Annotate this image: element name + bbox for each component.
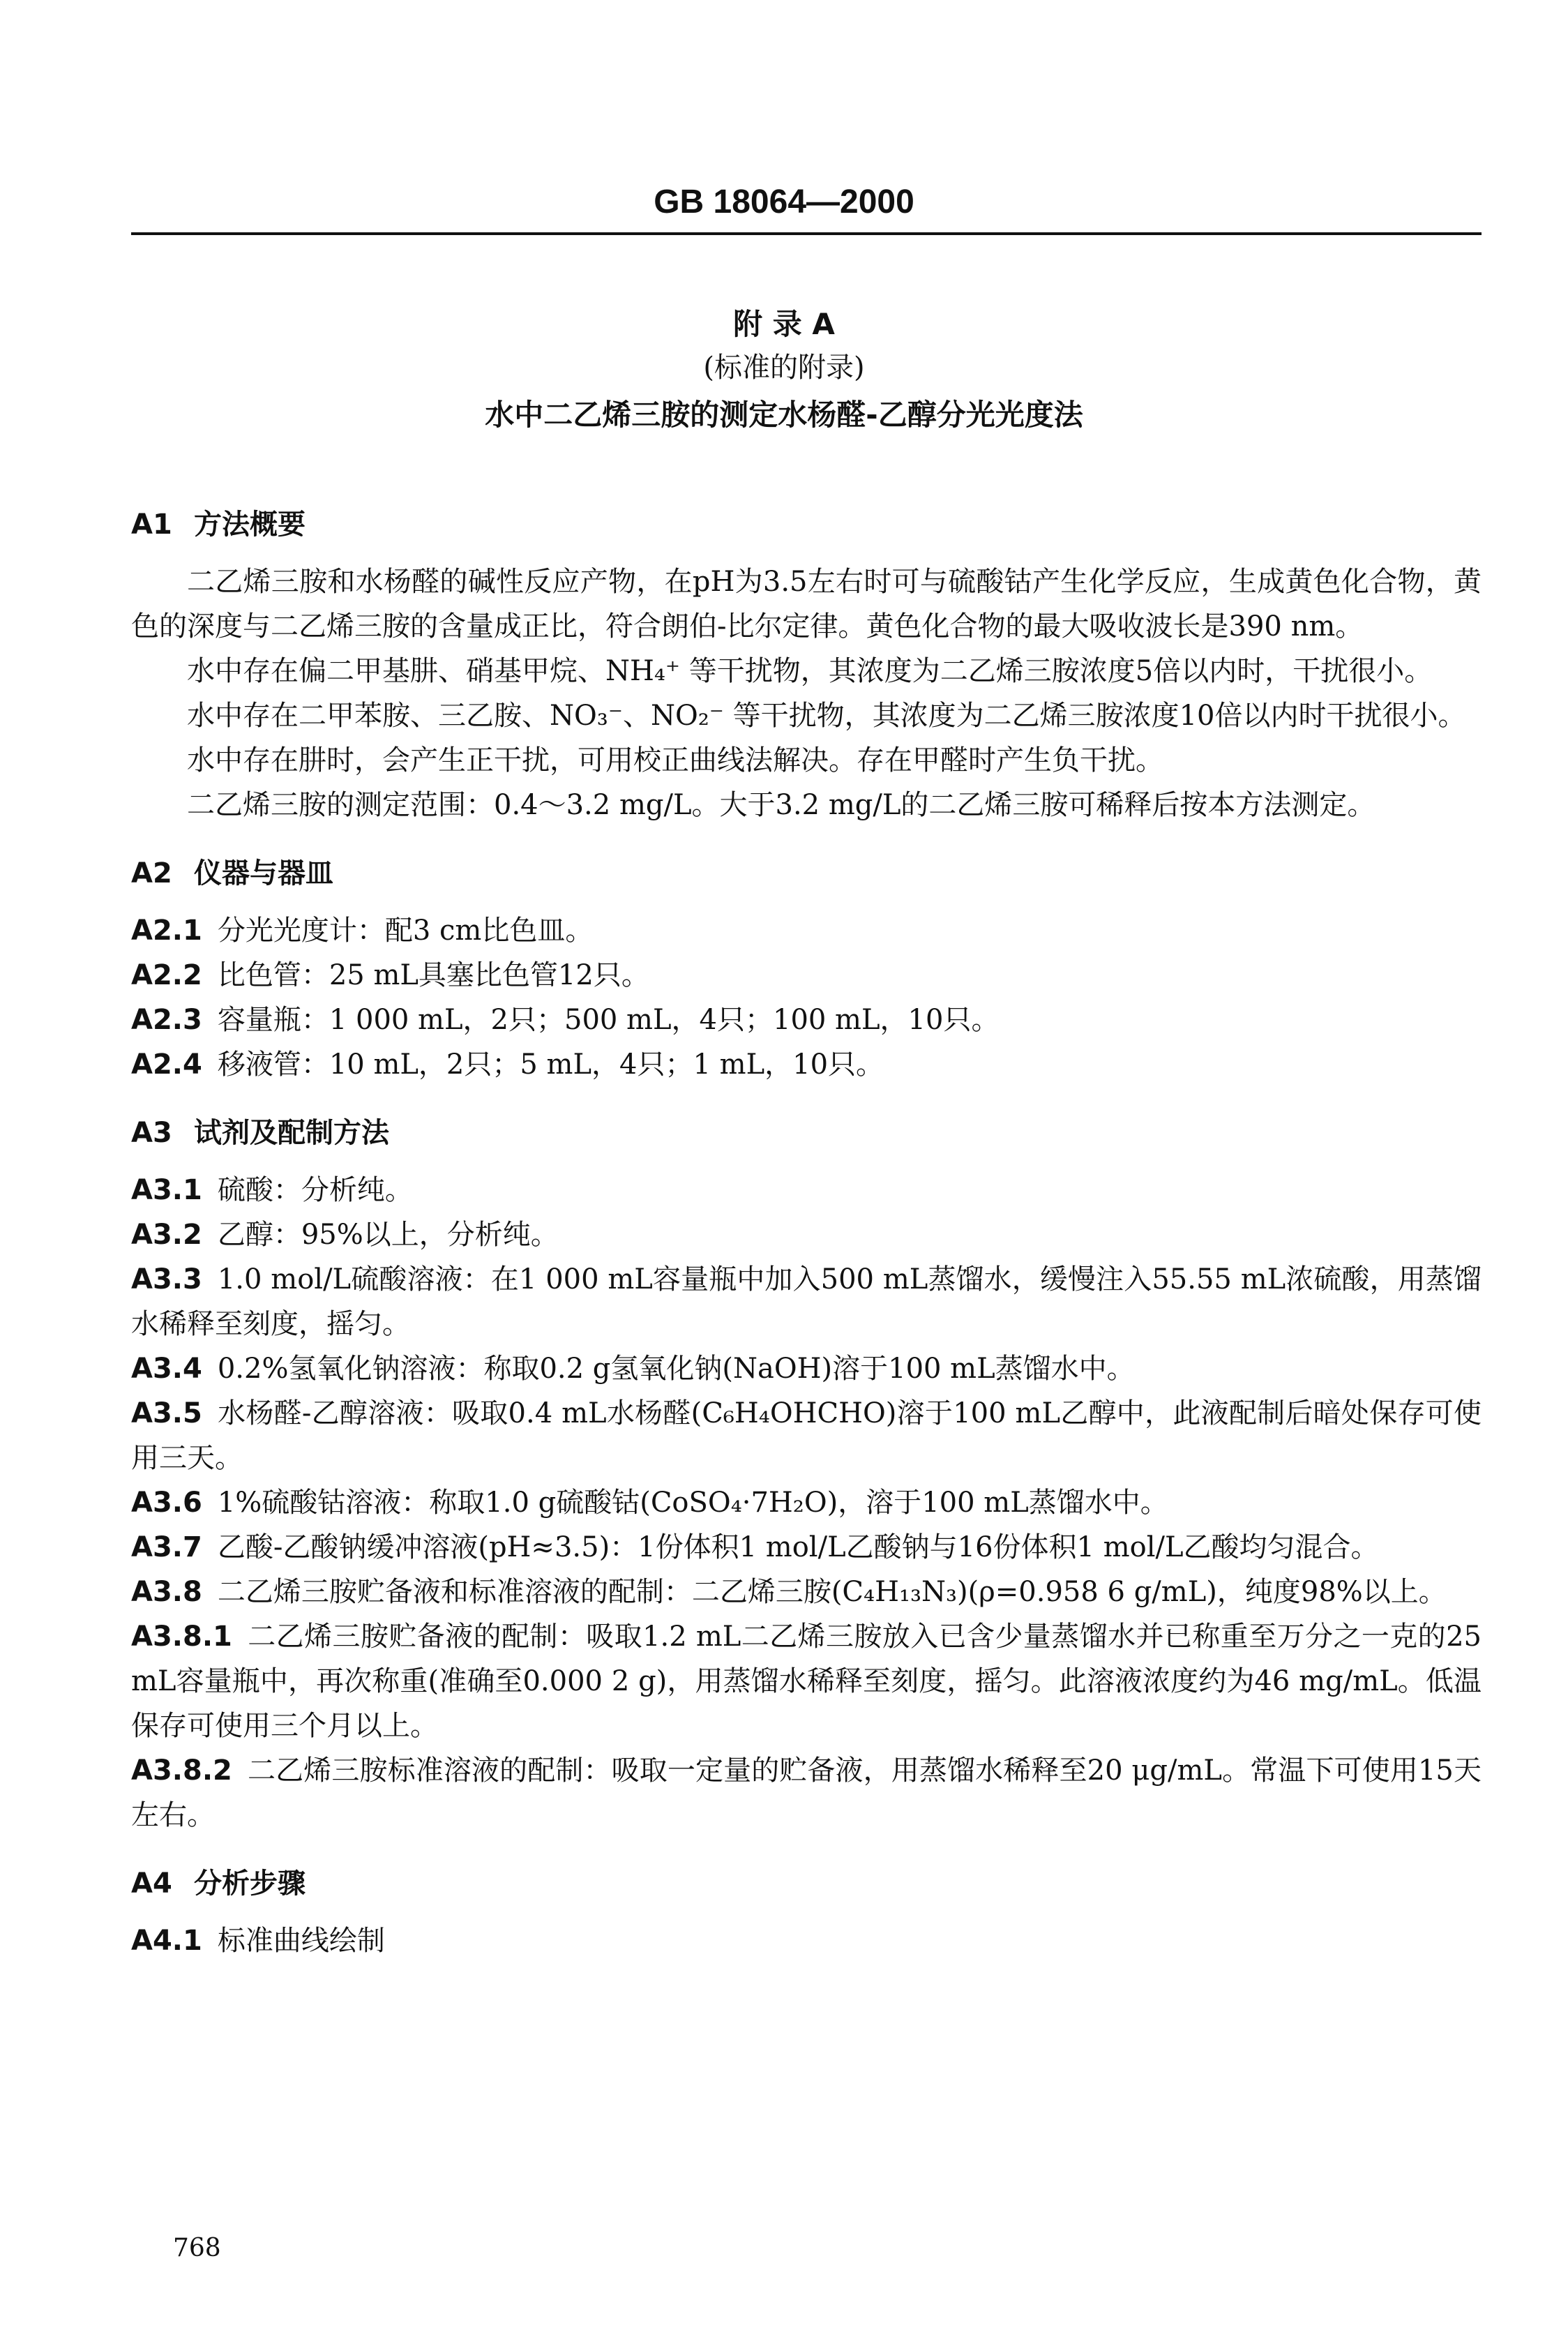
clause-item (131, 1748, 1482, 1838)
clause-number: A3.2 (131, 1219, 202, 1251)
section-title: 方法概要 (194, 509, 306, 541)
clause-item (131, 1918, 1482, 1963)
paragraph: 水中存在肼时，会产生正干扰，可用校正曲线法解决。存在甲醛时产生负干扰。 (187, 744, 1163, 776)
clause-number: A2.1 (131, 915, 202, 947)
clause-number: A2.2 (131, 959, 202, 991)
appendix-title: 附 录 A (733, 307, 835, 341)
clause-item (131, 908, 1482, 953)
standard-number-header: GB 18064—2000 (654, 183, 914, 220)
header-rule (131, 232, 1482, 235)
clause-number: A3.4 (131, 1353, 202, 1385)
section-heading-a3 (131, 1111, 1482, 1155)
clause-text: 乙酸-乙酸钠缓冲溶液(pH≈3.5)：1份体积1 mol/L乙酸钠与16份体积1 mol/L乙酸均匀混合。 (217, 1531, 1379, 1563)
clause-text: 1.0 mol/L硫酸溶液：在1 000 mL容量瓶中加入500 mL蒸馏水，缓慢注入55.55 mL浓硫酸，用蒸馏水稀释至刻度，摇匀。 (131, 1263, 1482, 1340)
paragraph: 水中存在二甲苯胺、三乙胺、NO₃⁻、NO₂⁻ 等干扰物，其浓度为二乙烯三胺浓度10倍以内时干扰很小。 (187, 700, 1466, 732)
clause-text: 1%硫酸钴溶液：称取1.0 g硫酸钴(CoSO₄·7H₂O)，溶于100 mL蒸馏水中。 (217, 1487, 1168, 1519)
appendix-name: 水中二乙烯三胺的测定水杨醛-乙醇分光光度法 (485, 398, 1083, 432)
clause-item (131, 1570, 1482, 1614)
section-heading-a4 (131, 1861, 1482, 1906)
section-heading-a2 (131, 851, 1482, 896)
clause-text: 二乙烯三胺贮备液的配制：吸取1.2 mL二乙烯三胺放入已含少量蒸馏水并已称重至万分之一克的25 mL容量瓶中，再次称重(准确至0.000 2 g)，用蒸馏水稀释至刻度，摇匀。此溶液浓度约为46 mg/mL。低温保存可使用三个月以上。 (131, 1621, 1482, 1742)
page-number: 768 (173, 2234, 221, 2262)
clause-text: 标准曲线绘制 (217, 1925, 385, 1957)
clause-item (131, 953, 1482, 998)
section-title: 试剂及配制方法 (194, 1117, 389, 1149)
clause-number: A2.3 (131, 1004, 202, 1036)
section-number: A1 (131, 509, 172, 541)
clause-number: A4.1 (131, 1925, 202, 1957)
clause-text: 水杨醛-乙醇溶液：吸取0.4 mL水杨醛(C₆H₄OHCHO)溶于100 mL乙醇中，此液配制后暗处保存可使用三天。 (131, 1397, 1482, 1474)
clause-number: A3.5 (131, 1397, 202, 1429)
section-heading-a1 (131, 502, 1482, 547)
clause-item (131, 1614, 1482, 1748)
clause-text: 容量瓶：1 000 mL，2只；500 mL，4只；100 mL，10只。 (217, 1004, 1000, 1036)
section-number: A2 (131, 857, 172, 889)
clause-number: A3.7 (131, 1531, 202, 1563)
clause-number: A3.8.2 (131, 1755, 232, 1787)
clause-text: 0.2%氢氧化钠溶液：称取0.2 g氢氧化钠(NaOH)溶于100 mL蒸馏水中。 (217, 1353, 1135, 1385)
clause-item (131, 1257, 1482, 1346)
clause-text: 比色管：25 mL具塞比色管12只。 (217, 959, 649, 991)
section-number: A4 (131, 1868, 172, 1900)
clause-item (131, 1212, 1482, 1257)
clause-item (131, 1525, 1482, 1570)
clause-text: 移液管：10 mL，2只；5 mL，4只；1 mL，10只。 (217, 1049, 884, 1081)
clause-text: 二乙烯三胺标准溶液的配制：吸取一定量的贮备液，用蒸馏水稀释至20 μg/mL。常温下可使用15天左右。 (131, 1755, 1482, 1831)
clause-item (131, 1391, 1482, 1480)
section-title: 分析步骤 (194, 1868, 306, 1900)
clause-text: 乙醇：95%以上，分析纯。 (217, 1219, 559, 1251)
clause-text: 分光光度计：配3 cm比色皿。 (217, 915, 594, 947)
clause-text: 硫酸：分析纯。 (217, 1174, 413, 1206)
clause-text: 二乙烯三胺贮备液和标准溶液的配制：二乙烯三胺(C₄H₁₃N₃)(ρ=0.958 6 g/mL)，纯度98%以上。 (217, 1576, 1447, 1608)
clause-number: A2.4 (131, 1049, 202, 1081)
appendix-subtitle: (标准的附录) (703, 352, 865, 384)
clause-item (131, 1042, 1482, 1087)
clause-number: A3.6 (131, 1487, 202, 1519)
paragraph: 二乙烯三胺的测定范围：0.4～3.2 mg/L。大于3.2 mg/L的二乙烯三胺可稀释后按本方法测定。 (187, 789, 1375, 821)
section-title: 仪器与器皿 (194, 857, 333, 889)
clause-number: A3.1 (131, 1174, 202, 1206)
clause-item (131, 1480, 1482, 1525)
clause-number: A3.8.1 (131, 1621, 232, 1653)
paragraph: 水中存在偏二甲基肼、硝基甲烷、NH₄⁺ 等干扰物，其浓度为二乙烯三胺浓度5倍以内时，干扰很小。 (187, 655, 1433, 687)
document-body (131, 502, 1482, 1963)
clause-number: A3.3 (131, 1263, 202, 1295)
clause-item (131, 1346, 1482, 1391)
clause-item (131, 998, 1482, 1042)
clause-item (131, 1168, 1482, 1212)
section-number: A3 (131, 1117, 172, 1149)
clause-number: A3.8 (131, 1576, 202, 1608)
paragraph: 二乙烯三胺和水杨醛的碱性反应产物，在pH为3.5左右时可与硫酸钴产生化学反应，生成黄色化合物，黄色的深度与二乙烯三胺的含量成正比，符合朗伯-比尔定律。黄色化合物的最大吸收波长是390 nm。 (131, 566, 1482, 643)
